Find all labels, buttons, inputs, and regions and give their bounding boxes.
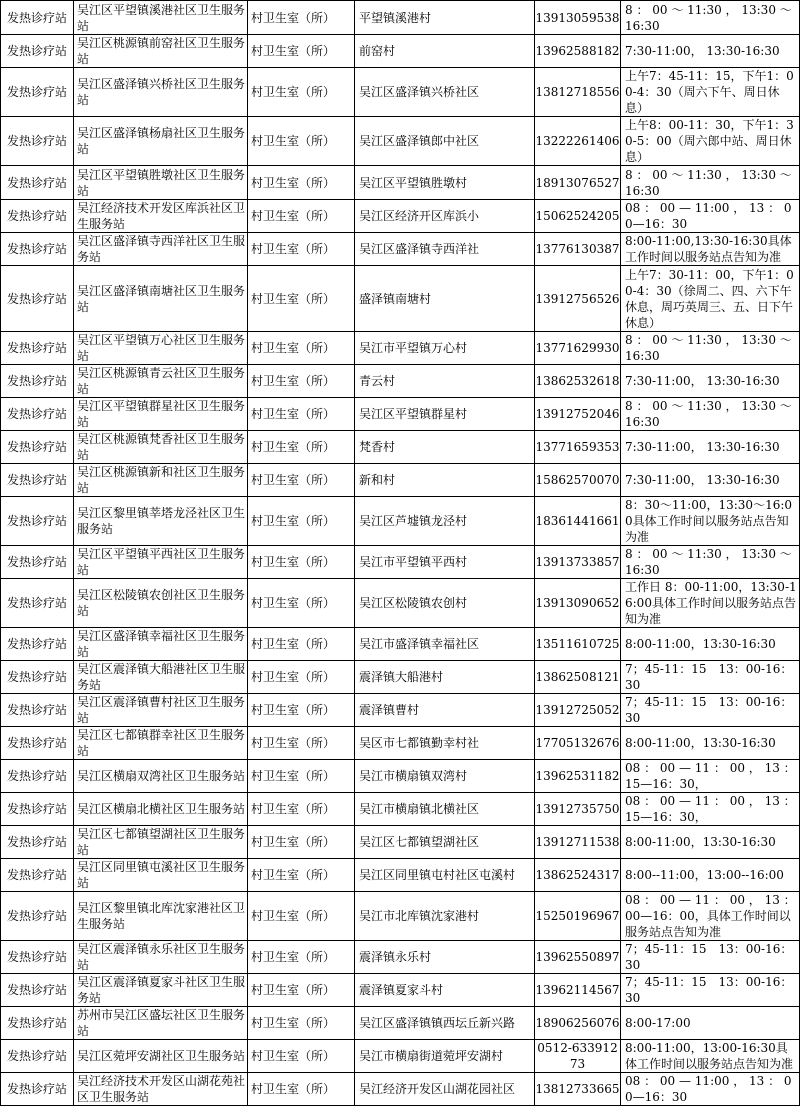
table-row [1, 694, 800, 727]
station-hours-cell: 7；45-11：15 13：00-16：30 [621, 941, 800, 974]
station-name-cell: 吴江区同里镇屯溪社区卫生服务站 [74, 859, 248, 892]
station-phone-cell: 17705132676 [535, 727, 621, 760]
station-phone-cell: 13912756526 [535, 266, 621, 332]
table-row [1, 892, 800, 941]
station-phone-cell: 13912711538 [535, 826, 621, 859]
station-category-cell: 村卫生室（所） [248, 35, 355, 68]
station-type-cell: 发热诊疗站 [1, 1, 74, 35]
station-category-cell: 村卫生室（所） [248, 661, 355, 694]
station-name-cell: 吴江区盛泽镇杨扇社区卫生服务站 [74, 117, 248, 166]
station-name-cell: 吴江区黎里镇北库沈家港社区卫生服务站 [74, 892, 248, 941]
table-row [1, 365, 800, 398]
station-hours-cell: 08 ： 00 — 11 ： 00 ， 13 ： 15—16：30， [621, 793, 800, 826]
station-type-cell: 发热诊疗站 [1, 546, 74, 579]
station-hours-cell: 工作日 8：00-11:00，13:30-16:00具体工作时间以服务站点告知为准 [621, 579, 800, 628]
station-hours-cell: 上午7：45-11：15，下午1：00-4：30（周六下午、周日休息） [621, 68, 800, 117]
table-row [1, 200, 800, 233]
station-address-cell: 平望镇溪港村 [355, 1, 535, 35]
station-address-cell: 吴区市七都镇勤幸村社 [355, 727, 535, 760]
table-row [1, 332, 800, 365]
station-address-cell: 吴江区经济开区库浜小 [355, 200, 535, 233]
station-category-cell: 村卫生室（所） [248, 117, 355, 166]
table-row [1, 579, 800, 628]
station-phone-cell: 13912725052 [535, 694, 621, 727]
station-category-cell: 村卫生室（所） [248, 727, 355, 760]
station-hours-cell: 8:00-11:00，13:30-16:30 [621, 727, 800, 760]
station-name-cell: 吴江区横扇双湾社区卫生服务站 [74, 760, 248, 793]
station-address-cell: 吴江市横扇镇双湾村 [355, 760, 535, 793]
table-row [1, 1040, 800, 1073]
station-type-cell: 发热诊疗站 [1, 941, 74, 974]
station-category-cell: 村卫生室（所） [248, 579, 355, 628]
station-type-cell: 发热诊疗站 [1, 332, 74, 365]
station-address-cell: 震泽镇永乐村 [355, 941, 535, 974]
station-name-cell: 吴江区震泽镇曹村社区卫生服务站 [74, 694, 248, 727]
station-type-cell: 发热诊疗站 [1, 233, 74, 266]
table-row [1, 1007, 800, 1040]
station-name-cell: 吴江区盛泽镇南塘社区卫生服务站 [74, 266, 248, 332]
station-name-cell: 吴江区松陵镇农创社区卫生服务站 [74, 579, 248, 628]
station-name-cell: 吴江区平望镇溪港社区卫生服务站 [74, 1, 248, 35]
station-category-cell: 村卫生室（所） [248, 365, 355, 398]
station-hours-cell: 8 ： 00 ～ 11:30 ， 13:30 ～ 16:30 [621, 1, 800, 35]
table-row [1, 661, 800, 694]
table-row [1, 233, 800, 266]
station-hours-cell: 7:30-11:00， 13:30-16:30 [621, 35, 800, 68]
station-address-cell: 震泽镇曹村 [355, 694, 535, 727]
station-category-cell: 村卫生室（所） [248, 941, 355, 974]
station-phone-cell: 13962531182 [535, 760, 621, 793]
station-type-cell: 发热诊疗站 [1, 694, 74, 727]
station-name-cell: 苏州市吴江区盛坛社区卫生服务站 [74, 1007, 248, 1040]
station-name-cell: 吴江区平望镇群星社区卫生服务站 [74, 398, 248, 431]
station-phone-cell: 13771659353 [535, 431, 621, 464]
station-phone-cell: 0512-63391273 [535, 1040, 621, 1073]
station-name-cell: 吴江区桃源镇梵香社区卫生服务站 [74, 431, 248, 464]
table-row [1, 941, 800, 974]
table-row [1, 464, 800, 497]
station-phone-cell: 13862532618 [535, 365, 621, 398]
station-category-cell: 村卫生室（所） [248, 332, 355, 365]
station-phone-cell: 13511610725 [535, 628, 621, 661]
station-hours-cell: 上午8：00-11：30，下午1：30-5：00（周六郎中站、周日休息） [621, 117, 800, 166]
station-phone-cell: 13812733665 [535, 1073, 621, 1106]
station-hours-cell: 7；45-11：15 13：00-16：30 [621, 694, 800, 727]
table-row [1, 497, 800, 546]
station-hours-cell: 7；45-11：15 13：00-16：30 [621, 974, 800, 1007]
station-address-cell: 吴江市平望镇平西村 [355, 546, 535, 579]
station-type-cell: 发热诊疗站 [1, 859, 74, 892]
station-phone-cell: 13812718556 [535, 68, 621, 117]
station-address-cell: 盛泽镇南塘村 [355, 266, 535, 332]
station-category-cell: 村卫生室（所） [248, 398, 355, 431]
table-row [1, 1, 800, 35]
station-type-cell: 发热诊疗站 [1, 166, 74, 200]
station-phone-cell: 13912735750 [535, 793, 621, 826]
station-address-cell: 吴江区盛泽镇郎中社区 [355, 117, 535, 166]
station-phone-cell: 13913733857 [535, 546, 621, 579]
station-phone-cell: 13222261406 [535, 117, 621, 166]
station-category-cell: 村卫生室（所） [248, 68, 355, 117]
station-phone-cell: 13962114567 [535, 974, 621, 1007]
station-type-cell: 发热诊疗站 [1, 68, 74, 117]
station-type-cell: 发热诊疗站 [1, 117, 74, 166]
station-name-cell: 吴江区盛泽镇幸福社区卫生服务站 [74, 628, 248, 661]
station-category-cell: 村卫生室（所） [248, 1040, 355, 1073]
station-hours-cell: 7:30-11:00， 13:30-16:30 [621, 365, 800, 398]
table-row [1, 398, 800, 431]
station-hours-cell: 7:30-11:00， 13:30-16:30 [621, 464, 800, 497]
station-type-cell: 发热诊疗站 [1, 661, 74, 694]
station-address-cell: 吴江市横扇镇北横社区 [355, 793, 535, 826]
station-address-cell: 吴江市北库镇沈家港村 [355, 892, 535, 941]
station-phone-cell: 18361441661 [535, 497, 621, 546]
table-row [1, 68, 800, 117]
station-type-cell: 发热诊疗站 [1, 727, 74, 760]
station-type-cell: 发热诊疗站 [1, 431, 74, 464]
station-hours-cell: 8:00-11:00，13:00-16:30具体工作时间以服务站点告知为准 [621, 1040, 800, 1073]
station-name-cell: 吴江区桃源镇前窑社区卫生服务站 [74, 35, 248, 68]
table-row [1, 628, 800, 661]
station-hours-cell: 8:00--11:00，13:00--16:00 [621, 859, 800, 892]
station-type-cell: 发热诊疗站 [1, 200, 74, 233]
station-name-cell: 吴江区平望镇胜墩社区卫生服务站 [74, 166, 248, 200]
station-address-cell: 吴江市横扇街道菀坪安湖村 [355, 1040, 535, 1073]
station-name-cell: 吴江区震泽镇永乐社区卫生服务站 [74, 941, 248, 974]
station-category-cell: 村卫生室（所） [248, 431, 355, 464]
station-hours-cell: 7；45-11：15 13：00-16：30 [621, 661, 800, 694]
station-name-cell: 吴江区七都镇群幸社区卫生服务站 [74, 727, 248, 760]
station-phone-cell: 18913076527 [535, 166, 621, 200]
station-type-cell: 发热诊疗站 [1, 628, 74, 661]
station-address-cell: 吴江市盛泽镇幸福社区 [355, 628, 535, 661]
station-hours-cell: 8 ： 00 ～ 11:30 ， 13:30 ～ 16:30 [621, 166, 800, 200]
table-row [1, 826, 800, 859]
station-category-cell: 村卫生室（所） [248, 694, 355, 727]
station-name-cell: 吴江区平望镇平西社区卫生服务站 [74, 546, 248, 579]
station-type-cell: 发热诊疗站 [1, 760, 74, 793]
station-address-cell: 吴江市平望镇万心村 [355, 332, 535, 365]
station-name-cell: 吴江经济技术开发区库浜社区卫生服务站 [74, 200, 248, 233]
station-name-cell: 吴江区菀坪安湖社区卫生服务站 [74, 1040, 248, 1073]
station-category-cell: 村卫生室（所） [248, 200, 355, 233]
table-row [1, 431, 800, 464]
station-address-cell: 吴江区同里镇屯村社区屯溪村 [355, 859, 535, 892]
table-row [1, 266, 800, 332]
station-category-cell: 村卫生室（所） [248, 497, 355, 546]
station-category-cell: 村卫生室（所） [248, 233, 355, 266]
station-name-cell: 吴江区震泽镇大船港社区卫生服务站 [74, 661, 248, 694]
station-category-cell: 村卫生室（所） [248, 974, 355, 1007]
station-phone-cell: 13776130387 [535, 233, 621, 266]
station-address-cell: 吴江区盛泽镇寺西洋社 [355, 233, 535, 266]
station-address-cell: 吴江区芦墟镇龙泾村 [355, 497, 535, 546]
station-hours-cell: 8:00-17:00 [621, 1007, 800, 1040]
table-row [1, 974, 800, 1007]
station-phone-cell: 13912752046 [535, 398, 621, 431]
station-hours-cell: 8：30～11:00，13:30～16:00具体工作时间以服务站点告知为准 [621, 497, 800, 546]
station-hours-cell: 8 ： 00 ～ 11:30 ， 13:30 ～ 16:30 [621, 546, 800, 579]
station-category-cell: 村卫生室（所） [248, 464, 355, 497]
station-type-cell: 发热诊疗站 [1, 579, 74, 628]
station-category-cell: 村卫生室（所） [248, 793, 355, 826]
station-category-cell: 村卫生室（所） [248, 892, 355, 941]
station-type-cell: 发热诊疗站 [1, 365, 74, 398]
table-body [1, 1, 800, 1106]
table-row [1, 1073, 800, 1106]
station-hours-cell: 08 ： 00 — 11:00 ， 13 ： 00—16：30 [621, 200, 800, 233]
station-hours-cell: 08 ： 00 — 11:00 ， 13 ： 00—16：30 [621, 1073, 800, 1106]
table-row [1, 760, 800, 793]
station-name-cell: 吴江区震泽镇夏家斗社区卫生服务站 [74, 974, 248, 1007]
table-row [1, 35, 800, 68]
station-phone-cell: 18906256076 [535, 1007, 621, 1040]
station-type-cell: 发热诊疗站 [1, 974, 74, 1007]
station-phone-cell: 13862524317 [535, 859, 621, 892]
station-phone-cell: 13913059538 [535, 1, 621, 35]
table-row [1, 727, 800, 760]
station-name-cell: 吴江经济技术开发区山湖花苑社区卫生服务站 [74, 1073, 248, 1106]
station-type-cell: 发热诊疗站 [1, 35, 74, 68]
station-address-cell: 吴江区平望镇胜墩村 [355, 166, 535, 200]
station-type-cell: 发热诊疗站 [1, 892, 74, 941]
station-name-cell: 吴江区七都镇望湖社区卫生服务站 [74, 826, 248, 859]
station-category-cell: 村卫生室（所） [248, 166, 355, 200]
station-address-cell: 梵香村 [355, 431, 535, 464]
station-name-cell: 吴江区横扇北横社区卫生服务站 [74, 793, 248, 826]
station-name-cell: 吴江区盛泽镇兴桥社区卫生服务站 [74, 68, 248, 117]
station-category-cell: 村卫生室（所） [248, 859, 355, 892]
station-type-cell: 发热诊疗站 [1, 266, 74, 332]
station-type-cell: 发热诊疗站 [1, 497, 74, 546]
station-category-cell: 村卫生室（所） [248, 266, 355, 332]
station-hours-cell: 8 ： 00 ～ 11:30 ， 13:30 ～ 16:30 [621, 398, 800, 431]
station-address-cell: 吴江区七都镇望湖社区 [355, 826, 535, 859]
station-category-cell: 村卫生室（所） [248, 1073, 355, 1106]
station-type-cell: 发热诊疗站 [1, 1040, 74, 1073]
station-name-cell: 吴江区桃源镇新和社区卫生服务站 [74, 464, 248, 497]
station-type-cell: 发热诊疗站 [1, 398, 74, 431]
station-name-cell: 吴江区平望镇万心社区卫生服务站 [74, 332, 248, 365]
station-type-cell: 发热诊疗站 [1, 826, 74, 859]
station-name-cell: 吴江区桃源镇青云社区卫生服务站 [74, 365, 248, 398]
station-phone-cell: 13913090652 [535, 579, 621, 628]
station-hours-cell: 8:00-11:00,13:30-16:30具体工作时间以服务站点告知为准 [621, 233, 800, 266]
station-address-cell: 震泽镇夏家斗村 [355, 974, 535, 1007]
station-address-cell: 吴江区盛泽镇镇西坛丘新兴路 [355, 1007, 535, 1040]
table-row [1, 166, 800, 200]
station-hours-cell: 7:30-11:00， 13:30-16:30 [621, 431, 800, 464]
station-phone-cell: 15062524205 [535, 200, 621, 233]
station-phone-cell: 13862508121 [535, 661, 621, 694]
station-phone-cell: 15862570070 [535, 464, 621, 497]
station-address-cell: 新和村 [355, 464, 535, 497]
station-type-cell: 发热诊疗站 [1, 1073, 74, 1106]
station-address-cell: 吴江区松陵镇农创村 [355, 579, 535, 628]
station-name-cell: 吴江区盛泽镇寺西洋社区卫生服务站 [74, 233, 248, 266]
station-hours-cell: 08 ： 00 — 11 ： 00 ， 13 ： 00—16：00，具体工作时间以服务站点告知为准 [621, 892, 800, 941]
table-row [1, 546, 800, 579]
station-name-cell: 吴江区黎里镇莘塔龙泾社区卫生服务站 [74, 497, 248, 546]
table-row [1, 859, 800, 892]
station-phone-cell: 13771629930 [535, 332, 621, 365]
station-address-cell: 青云村 [355, 365, 535, 398]
station-phone-cell: 13962550897 [535, 941, 621, 974]
station-type-cell: 发热诊疗站 [1, 1007, 74, 1040]
station-phone-cell: 13962588182 [535, 35, 621, 68]
station-type-cell: 发热诊疗站 [1, 464, 74, 497]
station-address-cell: 吴江经济开发区山湖花园社区 [355, 1073, 535, 1106]
station-category-cell: 村卫生室（所） [248, 760, 355, 793]
station-address-cell: 前窑村 [355, 35, 535, 68]
table-row [1, 117, 800, 166]
station-category-cell: 村卫生室（所） [248, 628, 355, 661]
station-type-cell: 发热诊疗站 [1, 793, 74, 826]
table-row [1, 793, 800, 826]
station-hours-cell: 8:00-11:00，13:30-16:30 [621, 628, 800, 661]
station-hours-cell: 08 ： 00 — 11 ： 00 ， 13 ： 15—16：30， [621, 760, 800, 793]
station-hours-cell: 8 ： 00 ～ 11:30 ， 13:30 ～ 16:30 [621, 332, 800, 365]
station-address-cell: 吴江区平望镇群星村 [355, 398, 535, 431]
station-phone-cell: 15250196967 [535, 892, 621, 941]
station-address-cell: 震泽镇大船港村 [355, 661, 535, 694]
station-category-cell: 村卫生室（所） [248, 546, 355, 579]
station-hours-cell: 8:00-11:00，13:30-16:30 [621, 826, 800, 859]
station-hours-cell: 上午7：30-11：00，下午1：00-4：30（徐周二、四、六下午休息，周巧英周三、五、日下午休息） [621, 266, 800, 332]
station-address-cell: 吴江区盛泽镇兴桥社区 [355, 68, 535, 117]
station-category-cell: 村卫生室（所） [248, 1, 355, 35]
station-category-cell: 村卫生室（所） [248, 1007, 355, 1040]
station-category-cell: 村卫生室（所） [248, 826, 355, 859]
